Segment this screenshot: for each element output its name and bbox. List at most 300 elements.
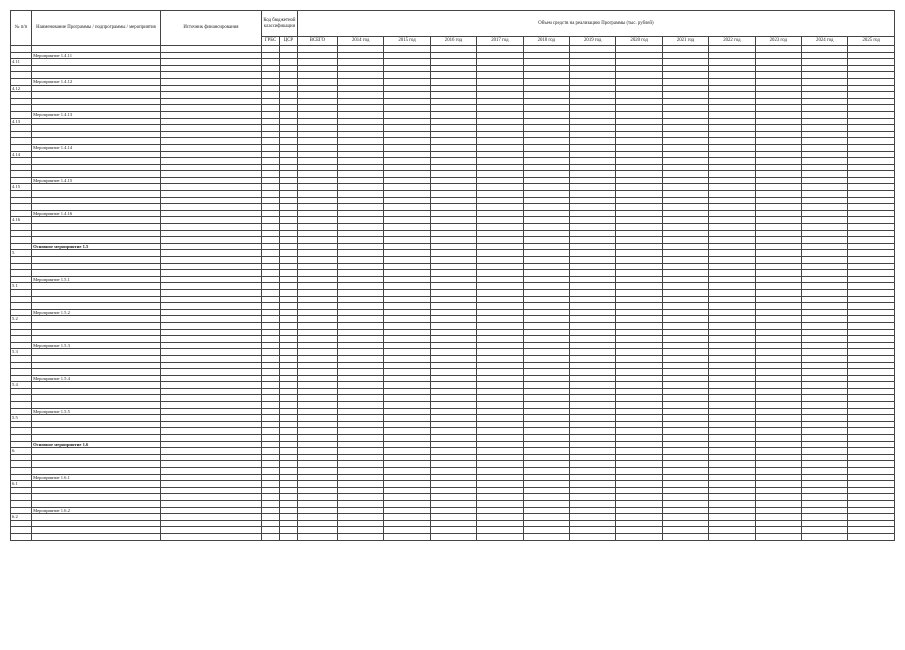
row-year-value: [569, 158, 615, 165]
row-year-value: [477, 369, 523, 376]
row-source: [160, 197, 261, 204]
row-name: Мероприятие 1.4.16: [32, 210, 161, 217]
row-year-value: [709, 98, 755, 105]
row-year-value: [569, 105, 615, 112]
row-total: [297, 382, 337, 389]
row-year-value: [477, 481, 523, 488]
row-year-value: [337, 276, 383, 283]
row-year-value: [523, 454, 569, 461]
row-year-value: [709, 382, 755, 389]
row-year-value: [384, 111, 430, 118]
row-csr: [279, 448, 297, 455]
row-total: [297, 369, 337, 376]
row-year-value: [430, 336, 476, 343]
table-row: [11, 105, 895, 112]
row-year-value: [802, 92, 848, 99]
row-name: [32, 85, 161, 92]
table-row: [11, 448, 895, 455]
row-grbs: [262, 118, 280, 125]
row-source: [160, 92, 261, 99]
row-year-value: [477, 276, 523, 283]
row-year-value: [848, 316, 895, 323]
row-grbs: [262, 388, 280, 395]
row-source: [160, 78, 261, 85]
row-year-value: [523, 270, 569, 277]
row-csr: [279, 283, 297, 290]
row-total: [297, 46, 337, 53]
row-year-value: [430, 276, 476, 283]
row-year-value: [848, 59, 895, 66]
row-name: [32, 224, 161, 231]
row-year-value: [430, 514, 476, 521]
row-csr: [279, 171, 297, 178]
row-source: [160, 283, 261, 290]
row-total: [297, 191, 337, 198]
header-year: 2024 год: [802, 37, 848, 46]
row-name: Мероприятие 1.4.11: [32, 52, 161, 59]
row-year-value: [477, 474, 523, 481]
row-name: Мероприятие 1.5.3: [32, 342, 161, 349]
row-year-value: [477, 342, 523, 349]
row-year-value: [709, 210, 755, 217]
table-row: [11, 276, 895, 283]
row-index: 5.5: [11, 415, 32, 422]
row-year-value: [755, 131, 801, 138]
row-year-value: [709, 296, 755, 303]
row-grbs: [262, 395, 280, 402]
row-year-value: [569, 217, 615, 224]
row-year-value: [430, 105, 476, 112]
row-year-value: [523, 369, 569, 376]
row-name: [32, 527, 161, 534]
row-csr: [279, 52, 297, 59]
header-total: ВСЕГО: [297, 37, 337, 46]
row-index: 5.2: [11, 316, 32, 323]
row-csr: [279, 164, 297, 171]
row-year-value: [616, 92, 662, 99]
row-year-value: [337, 481, 383, 488]
row-source: [160, 158, 261, 165]
row-year-value: [848, 78, 895, 85]
row-year-value: [848, 296, 895, 303]
row-source: [160, 250, 261, 257]
row-year-value: [384, 237, 430, 244]
row-year-value: [477, 296, 523, 303]
row-index: [11, 402, 32, 409]
row-year-value: [523, 263, 569, 270]
row-year-value: [337, 336, 383, 343]
row-index: 5.1: [11, 283, 32, 290]
row-year-value: [337, 144, 383, 151]
row-total: [297, 342, 337, 349]
row-year-value: [616, 151, 662, 158]
row-grbs: [262, 144, 280, 151]
row-year-value: [569, 382, 615, 389]
row-csr: [279, 263, 297, 270]
row-year-value: [709, 520, 755, 527]
row-total: [297, 514, 337, 521]
row-year-value: [848, 164, 895, 171]
row-year-value: [477, 421, 523, 428]
row-csr: [279, 237, 297, 244]
row-year-value: [616, 138, 662, 145]
row-total: [297, 349, 337, 356]
row-total: [297, 428, 337, 435]
row-grbs: [262, 164, 280, 171]
header-year: 2019 год: [569, 37, 615, 46]
table-row: [11, 454, 895, 461]
row-grbs: [262, 276, 280, 283]
row-year-value: [337, 125, 383, 132]
row-year-value: [755, 144, 801, 151]
row-csr: [279, 72, 297, 79]
row-year-value: [569, 329, 615, 336]
row-year-value: [569, 415, 615, 422]
row-name: [32, 257, 161, 264]
row-year-value: [662, 415, 708, 422]
row-total: [297, 408, 337, 415]
row-year-value: [802, 428, 848, 435]
row-index: [11, 204, 32, 211]
row-index: [11, 230, 32, 237]
row-year-value: [755, 59, 801, 66]
table-row: [11, 514, 895, 521]
table-row: [11, 270, 895, 277]
row-year-value: [616, 72, 662, 79]
row-year-value: [616, 468, 662, 475]
row-year-value: [569, 138, 615, 145]
row-grbs: [262, 125, 280, 132]
row-year-value: [709, 322, 755, 329]
row-year-value: [755, 362, 801, 369]
row-grbs: [262, 382, 280, 389]
row-year-value: [848, 46, 895, 53]
table-row: [11, 415, 895, 422]
row-year-value: [477, 336, 523, 343]
table-row: [11, 171, 895, 178]
row-year-value: [709, 191, 755, 198]
row-year-value: [477, 158, 523, 165]
row-name: [32, 415, 161, 422]
row-year-value: [477, 428, 523, 435]
row-year-value: [709, 85, 755, 92]
row-year-value: [662, 164, 708, 171]
row-year-value: [430, 263, 476, 270]
row-name: [32, 428, 161, 435]
row-source: [160, 408, 261, 415]
row-csr: [279, 276, 297, 283]
row-year-value: [755, 52, 801, 59]
row-year-value: [384, 375, 430, 382]
header-grbs: ГРБС: [262, 37, 280, 46]
row-csr: [279, 468, 297, 475]
row-year-value: [430, 468, 476, 475]
row-year-value: [755, 85, 801, 92]
row-year-value: [337, 296, 383, 303]
row-year-value: [848, 144, 895, 151]
row-csr: [279, 408, 297, 415]
row-year-value: [662, 237, 708, 244]
row-year-value: [802, 111, 848, 118]
row-year-value: [523, 85, 569, 92]
row-source: [160, 428, 261, 435]
row-year-value: [569, 224, 615, 231]
row-year-value: [523, 507, 569, 514]
row-year-value: [662, 263, 708, 270]
row-source: [160, 441, 261, 448]
row-year-value: [384, 336, 430, 343]
row-index: [11, 257, 32, 264]
row-year-value: [430, 303, 476, 310]
row-year-value: [337, 111, 383, 118]
row-year-value: [430, 500, 476, 507]
row-year-value: [616, 533, 662, 540]
row-year-value: [523, 520, 569, 527]
row-grbs: [262, 59, 280, 66]
row-year-value: [616, 362, 662, 369]
row-source: [160, 59, 261, 66]
row-name: [32, 184, 161, 191]
row-year-value: [662, 217, 708, 224]
row-year-value: [523, 448, 569, 455]
row-year-value: [662, 224, 708, 231]
row-total: [297, 184, 337, 191]
row-year-value: [384, 316, 430, 323]
row-year-value: [848, 270, 895, 277]
row-csr: [279, 118, 297, 125]
row-year-value: [430, 257, 476, 264]
row-name: Мероприятие 1.5.2: [32, 309, 161, 316]
row-year-value: [802, 520, 848, 527]
row-grbs: [262, 289, 280, 296]
row-grbs: [262, 514, 280, 521]
row-year-value: [337, 65, 383, 72]
row-year-value: [662, 303, 708, 310]
row-year-value: [755, 118, 801, 125]
row-year-value: [709, 500, 755, 507]
row-year-value: [755, 98, 801, 105]
row-year-value: [430, 65, 476, 72]
row-year-value: [802, 296, 848, 303]
table-row: [11, 303, 895, 310]
row-csr: [279, 85, 297, 92]
row-grbs: [262, 151, 280, 158]
row-year-value: [569, 336, 615, 343]
row-year-value: [616, 441, 662, 448]
row-name: [32, 270, 161, 277]
row-total: [297, 85, 337, 92]
row-year-value: [802, 237, 848, 244]
row-year-value: [848, 329, 895, 336]
row-year-value: [477, 487, 523, 494]
row-year-value: [616, 303, 662, 310]
row-year-value: [477, 402, 523, 409]
row-year-value: [755, 349, 801, 356]
row-year-value: [755, 474, 801, 481]
row-year-value: [802, 270, 848, 277]
row-year-value: [709, 243, 755, 250]
row-year-value: [616, 184, 662, 191]
row-year-value: [384, 151, 430, 158]
row-year-value: [662, 296, 708, 303]
row-year-value: [430, 435, 476, 442]
row-year-value: [569, 388, 615, 395]
table-row: [11, 289, 895, 296]
row-year-value: [755, 243, 801, 250]
table-row: [11, 138, 895, 145]
row-year-value: [755, 289, 801, 296]
row-year-value: [848, 382, 895, 389]
row-name: [32, 118, 161, 125]
row-source: [160, 461, 261, 468]
row-grbs: [262, 78, 280, 85]
row-year-value: [337, 375, 383, 382]
row-index: [11, 369, 32, 376]
row-name: Мероприятие 1.4.15: [32, 177, 161, 184]
row-year-value: [477, 448, 523, 455]
row-year-value: [616, 158, 662, 165]
row-year-value: [662, 520, 708, 527]
row-year-value: [662, 375, 708, 382]
row-year-value: [569, 85, 615, 92]
row-year-value: [802, 177, 848, 184]
row-year-value: [430, 375, 476, 382]
row-year-value: [384, 158, 430, 165]
row-year-value: [662, 481, 708, 488]
row-year-value: [709, 441, 755, 448]
row-grbs: [262, 217, 280, 224]
row-year-value: [755, 105, 801, 112]
table-row: [11, 342, 895, 349]
row-year-value: [709, 448, 755, 455]
row-year-value: [430, 421, 476, 428]
row-year-value: [662, 184, 708, 191]
row-year-value: [755, 177, 801, 184]
row-csr: [279, 481, 297, 488]
row-name: [32, 533, 161, 540]
table-row: [11, 428, 895, 435]
row-year-value: [709, 454, 755, 461]
row-index: [11, 474, 32, 481]
row-year-value: [384, 138, 430, 145]
row-year-value: [384, 349, 430, 356]
row-year-value: [802, 329, 848, 336]
table-row: [11, 494, 895, 501]
row-year-value: [662, 494, 708, 501]
row-year-value: [755, 316, 801, 323]
row-year-value: [662, 454, 708, 461]
row-name: [32, 454, 161, 461]
row-year-value: [662, 78, 708, 85]
row-index: [11, 276, 32, 283]
row-year-value: [755, 507, 801, 514]
row-grbs: [262, 257, 280, 264]
row-year-value: [430, 204, 476, 211]
table-row: [11, 382, 895, 389]
row-year-value: [477, 191, 523, 198]
row-csr: [279, 415, 297, 422]
row-year-value: [709, 125, 755, 132]
row-year-value: [523, 210, 569, 217]
row-year-value: [384, 118, 430, 125]
row-total: [297, 92, 337, 99]
row-year-value: [709, 171, 755, 178]
row-year-value: [802, 494, 848, 501]
row-source: [160, 257, 261, 264]
row-grbs: [262, 65, 280, 72]
row-total: [297, 448, 337, 455]
row-year-value: [662, 59, 708, 66]
row-grbs: [262, 329, 280, 336]
row-source: [160, 355, 261, 362]
row-year-value: [430, 289, 476, 296]
row-total: [297, 158, 337, 165]
row-index: [11, 533, 32, 540]
row-year-value: [523, 342, 569, 349]
row-year-value: [523, 461, 569, 468]
row-year-value: [802, 481, 848, 488]
row-year-value: [616, 435, 662, 442]
row-year-value: [616, 59, 662, 66]
row-year-value: [616, 309, 662, 316]
row-name: [32, 520, 161, 527]
row-total: [297, 441, 337, 448]
table-body: [11, 46, 895, 541]
row-year-value: [848, 448, 895, 455]
row-name: [32, 237, 161, 244]
row-source: [160, 111, 261, 118]
row-total: [297, 257, 337, 264]
row-csr: [279, 243, 297, 250]
row-source: [160, 131, 261, 138]
row-year-value: [709, 408, 755, 415]
row-year-value: [337, 138, 383, 145]
row-year-value: [848, 204, 895, 211]
row-index: [11, 375, 32, 382]
row-index: [11, 435, 32, 442]
row-index: [11, 303, 32, 310]
row-csr: [279, 303, 297, 310]
row-year-value: [477, 322, 523, 329]
row-year-value: [569, 131, 615, 138]
row-year-value: [477, 125, 523, 132]
row-year-value: [569, 125, 615, 132]
row-year-value: [569, 468, 615, 475]
row-year-value: [755, 487, 801, 494]
row-grbs: [262, 415, 280, 422]
row-year-value: [755, 395, 801, 402]
row-grbs: [262, 500, 280, 507]
row-year-value: [755, 329, 801, 336]
table-row: [11, 184, 895, 191]
row-year-value: [616, 408, 662, 415]
row-year-value: [755, 237, 801, 244]
row-year-value: [802, 408, 848, 415]
row-year-value: [848, 303, 895, 310]
row-year-value: [523, 500, 569, 507]
row-index: [11, 131, 32, 138]
row-year-value: [477, 250, 523, 257]
row-year-value: [616, 191, 662, 198]
row-grbs: [262, 349, 280, 356]
row-year-value: [848, 243, 895, 250]
row-source: [160, 230, 261, 237]
row-year-value: [802, 527, 848, 534]
row-index: [11, 355, 32, 362]
row-name: [32, 468, 161, 475]
row-year-value: [616, 46, 662, 53]
row-year-value: [523, 468, 569, 475]
